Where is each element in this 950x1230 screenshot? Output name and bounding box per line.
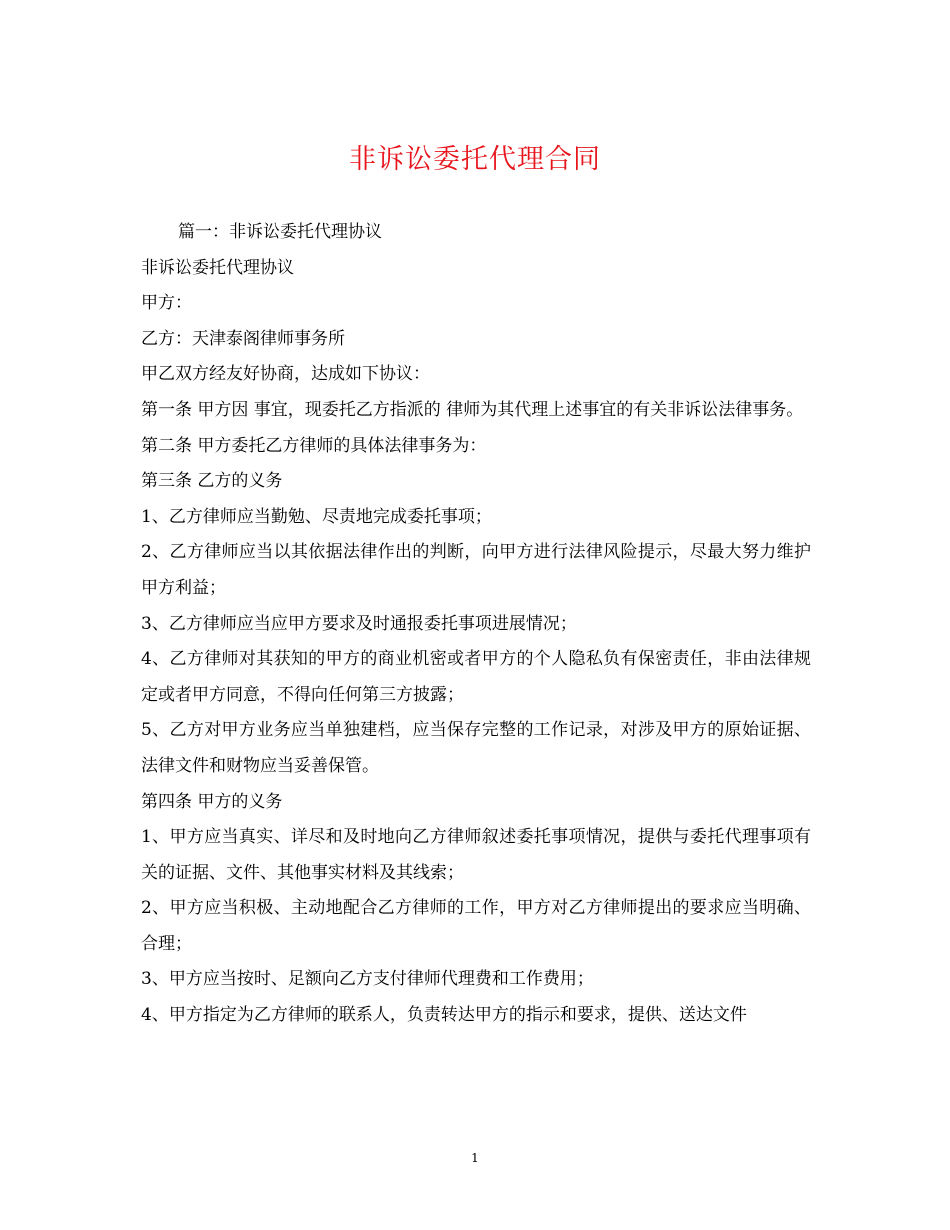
paragraph: 1、甲方应当真实、详尽和及时地向乙方律师叙述委托事项情况，提供与委托代理事项有关的证据、文件、其他事实材料及其线索； (141, 827, 811, 883)
paragraph: 2、乙方律师应当以其依据法律作出的判断，向甲方进行法律风险提示，尽最大努力维护甲方利益； (141, 542, 811, 598)
paragraph: 1、乙方律师应当勤勉、尽责地完成委托事项； (141, 506, 492, 527)
paragraph: 5、乙方对甲方业务应当单独建档，应当保存完整的工作记录，对涉及甲方的原始证据、法律文件和财物应当妥善保管。 (141, 720, 811, 776)
paragraph: 2、甲方应当积极、主动地配合乙方律师的工作，甲方对乙方律师提出的要求应当明确、合理； (141, 898, 811, 954)
paragraph: 4、乙方律师对其获知的甲方的商业机密或者甲方的个人隐私负有保密责任，非由法律规定或者甲方同意，不得向任何第三方披露； (141, 649, 811, 705)
paragraph: 甲方： (141, 293, 192, 314)
paragraph: 第三条 乙方的义务 (141, 471, 283, 492)
paragraph: 3、乙方律师应当应甲方要求及时通报委托事项进展情况； (141, 613, 577, 634)
document-title: 非诉讼委托代理合同 (349, 144, 601, 175)
paragraph: 第一条 甲方因 事宜，现委托乙方指派的 律师为其代理上述事宜的有关非诉讼法律事务。 (141, 399, 804, 420)
paragraph: 乙方：天津泰阁律师事务所 (141, 328, 345, 349)
paragraph: 非诉讼委托代理协议 (141, 257, 294, 278)
paragraph: 第二条 甲方委托乙方律师的具体法律事务为： (141, 435, 487, 456)
paragraph: 3、甲方应当按时、足额向乙方支付律师代理费和工作费用； (141, 969, 594, 990)
paragraph: 甲乙双方经友好协商，达成如下协议： (141, 364, 430, 385)
paragraph: 第四条 甲方的义务 (141, 791, 283, 812)
page-number: 1 (471, 1151, 479, 1165)
document-body (141, 215, 811, 1034)
paragraph: 篇一：非诉讼委托代理协议 (178, 222, 382, 242)
paragraph: 4、甲方指定为乙方律师的联系人，负责转达甲方的指示和要求，提供、送达文件 (141, 1005, 747, 1026)
